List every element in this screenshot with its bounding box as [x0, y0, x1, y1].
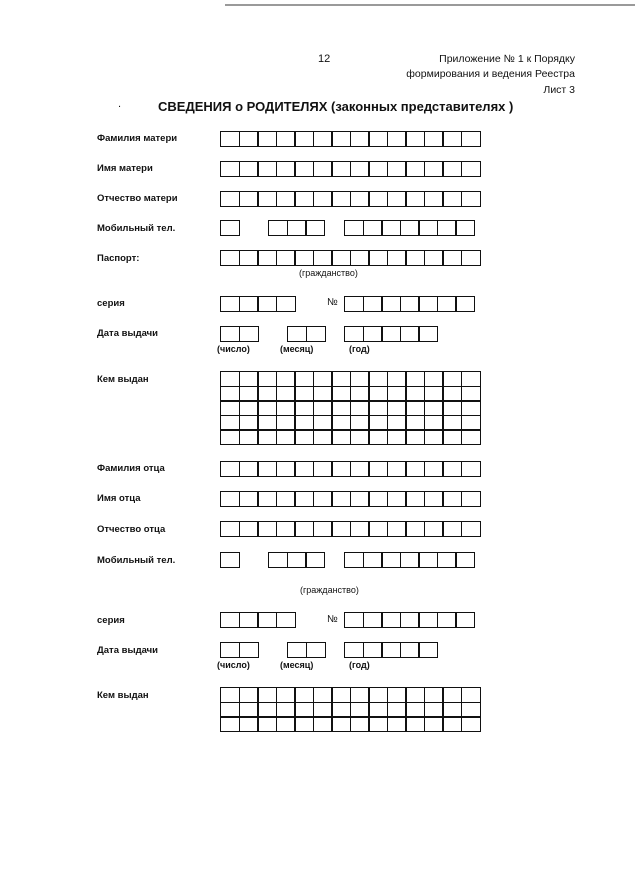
father-series-boxes[interactable]	[220, 612, 296, 628]
mother-number-sign: №	[327, 297, 338, 308]
mother-series-label: серия	[97, 298, 125, 309]
page-number: 12	[318, 53, 331, 65]
char-box[interactable]	[257, 612, 277, 628]
char-box[interactable]	[363, 642, 383, 658]
char-box[interactable]	[287, 326, 307, 342]
char-box[interactable]	[350, 161, 370, 177]
char-box[interactable]	[294, 191, 314, 207]
char-box[interactable]	[368, 161, 388, 177]
mother-citizenship-note: (гражданство)	[299, 268, 358, 278]
char-box[interactable]	[381, 296, 401, 312]
mother-name-boxes[interactable]	[220, 161, 481, 177]
char-box[interactable]	[350, 461, 370, 477]
appendix-line-2: формирования и ведения Реестра	[406, 68, 575, 80]
char-box[interactable]	[276, 429, 296, 445]
char-box[interactable]	[350, 191, 370, 207]
char-box[interactable]	[350, 491, 370, 507]
char-box[interactable]	[257, 429, 277, 445]
father-series-label: серия	[97, 615, 125, 626]
mother-phone-label: Мобильный тел.	[97, 223, 176, 234]
char-box[interactable]	[418, 612, 438, 628]
mother-patronymic-boxes[interactable]	[220, 191, 481, 207]
char-box[interactable]	[344, 220, 364, 236]
father-year-note: (год)	[349, 660, 370, 670]
char-box[interactable]	[257, 716, 277, 732]
char-box[interactable]	[239, 612, 259, 628]
char-box[interactable]	[381, 326, 401, 342]
char-box[interactable]	[276, 612, 296, 628]
char-box[interactable]	[424, 161, 444, 177]
char-box[interactable]	[381, 220, 401, 236]
char-box[interactable]	[461, 429, 481, 445]
char-box[interactable]	[220, 716, 240, 732]
char-box[interactable]	[437, 552, 457, 568]
char-box[interactable]	[387, 429, 407, 445]
char-box[interactable]	[306, 642, 326, 658]
char-box[interactable]	[276, 521, 296, 537]
char-box[interactable]	[442, 491, 462, 507]
char-box[interactable]	[400, 296, 420, 312]
char-box[interactable]	[350, 429, 370, 445]
char-box[interactable]	[257, 461, 277, 477]
char-box[interactable]	[424, 491, 444, 507]
char-box[interactable]	[400, 552, 420, 568]
char-box[interactable]	[239, 642, 259, 658]
mother-phone-prefix-boxes[interactable]	[268, 220, 325, 236]
char-box[interactable]	[331, 716, 351, 732]
char-box[interactable]	[363, 326, 383, 342]
char-box[interactable]	[350, 131, 370, 147]
char-box[interactable]	[220, 552, 240, 568]
char-box[interactable]	[424, 521, 444, 537]
mother-series-boxes[interactable]	[220, 296, 296, 312]
char-box[interactable]	[368, 131, 388, 147]
char-box[interactable]	[455, 612, 475, 628]
char-box[interactable]	[313, 521, 333, 537]
char-box[interactable]	[455, 296, 475, 312]
char-box[interactable]	[257, 296, 277, 312]
father-phone-code-box[interactable]	[220, 552, 240, 568]
char-box[interactable]	[276, 191, 296, 207]
mother-issue-year-boxes[interactable]	[344, 326, 438, 342]
appendix-line-1: Приложение № 1 к Порядку	[439, 53, 575, 65]
char-box[interactable]	[363, 220, 383, 236]
char-box[interactable]	[387, 250, 407, 266]
char-box[interactable]	[368, 191, 388, 207]
char-box[interactable]	[381, 642, 401, 658]
char-box[interactable]	[239, 131, 259, 147]
char-box[interactable]	[387, 461, 407, 477]
char-box[interactable]	[344, 552, 364, 568]
mother-issue-day-boxes[interactable]	[220, 326, 259, 342]
sheet-label: Лист 3	[543, 84, 575, 96]
char-box[interactable]	[424, 429, 444, 445]
char-box[interactable]	[368, 521, 388, 537]
mother-surname-label: Фамилия матери	[97, 133, 178, 144]
father-patronymic-label: Отчество отца	[97, 524, 166, 535]
char-box[interactable]	[276, 491, 296, 507]
char-box[interactable]	[331, 191, 351, 207]
char-box[interactable]	[424, 131, 444, 147]
char-box[interactable]	[239, 161, 259, 177]
char-box[interactable]	[418, 326, 438, 342]
char-box[interactable]	[331, 429, 351, 445]
char-box[interactable]	[239, 250, 259, 266]
mother-day-note: (число)	[217, 344, 250, 354]
mother-citizenship-boxes[interactable]	[220, 250, 481, 266]
char-box[interactable]	[276, 250, 296, 266]
mother-issued-by-label: Кем выдан	[97, 374, 149, 385]
char-box[interactable]	[437, 220, 457, 236]
mother-phone-code-box[interactable]	[220, 220, 240, 236]
char-box[interactable]	[455, 552, 475, 568]
char-box[interactable]	[461, 250, 481, 266]
char-box[interactable]	[461, 161, 481, 177]
char-box[interactable]	[239, 296, 259, 312]
char-box[interactable]	[405, 131, 425, 147]
char-box[interactable]	[268, 220, 288, 236]
char-box[interactable]	[442, 429, 462, 445]
father-name-boxes[interactable]	[220, 491, 481, 507]
char-box[interactable]	[220, 296, 240, 312]
father-day-note: (число)	[217, 660, 250, 670]
char-box[interactable]	[306, 326, 326, 342]
char-box[interactable]	[313, 131, 333, 147]
char-box[interactable]	[313, 250, 333, 266]
char-box[interactable]	[461, 491, 481, 507]
char-box[interactable]	[442, 250, 462, 266]
char-box[interactable]	[257, 131, 277, 147]
char-box[interactable]	[455, 220, 475, 236]
char-box[interactable]	[350, 250, 370, 266]
char-box[interactable]	[276, 131, 296, 147]
char-box[interactable]	[418, 296, 438, 312]
char-box[interactable]	[418, 552, 438, 568]
char-box[interactable]	[405, 161, 425, 177]
char-box[interactable]	[405, 521, 425, 537]
char-box[interactable]	[344, 642, 364, 658]
char-box[interactable]	[276, 716, 296, 732]
char-box[interactable]	[313, 161, 333, 177]
father-issued-by-label: Кем выдан	[97, 690, 149, 701]
char-box[interactable]	[220, 642, 240, 658]
char-box[interactable]	[387, 716, 407, 732]
char-box[interactable]	[461, 461, 481, 477]
char-box[interactable]	[313, 716, 333, 732]
mother-passport-label: Паспорт:	[97, 253, 140, 264]
char-box[interactable]	[331, 521, 351, 537]
char-box[interactable]	[257, 191, 277, 207]
char-box[interactable]	[239, 326, 259, 342]
char-box[interactable]	[405, 429, 425, 445]
father-phone-label: Мобильный тел.	[97, 555, 176, 566]
char-box[interactable]	[287, 220, 307, 236]
char-box[interactable]	[220, 612, 240, 628]
char-box[interactable]	[294, 461, 314, 477]
char-box[interactable]	[220, 131, 240, 147]
char-box[interactable]	[437, 296, 457, 312]
father-phone-prefix-boxes[interactable]	[268, 552, 325, 568]
char-box[interactable]	[424, 716, 444, 732]
mother-name-label: Имя матери	[97, 163, 153, 174]
char-box[interactable]	[239, 521, 259, 537]
father-issue-month-boxes[interactable]	[287, 642, 326, 658]
char-box[interactable]	[387, 491, 407, 507]
char-box[interactable]	[344, 296, 364, 312]
char-box[interactable]	[442, 131, 462, 147]
char-box[interactable]	[331, 250, 351, 266]
char-box[interactable]	[287, 642, 307, 658]
char-box[interactable]	[381, 552, 401, 568]
char-box[interactable]	[257, 491, 277, 507]
char-box[interactable]	[418, 642, 438, 658]
father-citizenship-note: (гражданство)	[300, 585, 359, 595]
char-box[interactable]	[424, 461, 444, 477]
char-box[interactable]	[363, 612, 383, 628]
char-box[interactable]	[276, 296, 296, 312]
mother-issue-date-label: Дата выдачи	[97, 328, 159, 339]
char-box[interactable]	[220, 191, 240, 207]
char-box[interactable]	[344, 612, 364, 628]
char-box[interactable]	[257, 521, 277, 537]
father-passport-number-boxes[interactable]	[344, 612, 475, 628]
char-box[interactable]	[387, 191, 407, 207]
char-box[interactable]	[344, 326, 364, 342]
char-box[interactable]	[381, 612, 401, 628]
char-box[interactable]	[331, 491, 351, 507]
father-issue-year-boxes[interactable]	[344, 642, 438, 658]
char-box[interactable]	[331, 461, 351, 477]
char-box[interactable]	[257, 250, 277, 266]
char-box[interactable]	[405, 191, 425, 207]
char-box[interactable]	[387, 161, 407, 177]
char-box[interactable]	[363, 552, 383, 568]
char-box[interactable]	[313, 461, 333, 477]
char-box[interactable]	[424, 250, 444, 266]
scan-top-line	[225, 4, 635, 6]
char-box[interactable]	[350, 521, 370, 537]
char-box[interactable]	[368, 491, 388, 507]
char-box[interactable]	[313, 429, 333, 445]
char-box[interactable]	[220, 161, 240, 177]
box-row	[220, 718, 481, 733]
mother-year-note: (год)	[349, 344, 370, 354]
mother-issue-month-boxes[interactable]	[287, 326, 326, 342]
char-box[interactable]	[294, 250, 314, 266]
char-box[interactable]	[331, 131, 351, 147]
char-box[interactable]	[220, 491, 240, 507]
father-issue-date-label: Дата выдачи	[97, 645, 159, 656]
char-box[interactable]	[294, 161, 314, 177]
mother-issued-by-grid[interactable]	[220, 371, 481, 445]
char-box[interactable]	[461, 521, 481, 537]
father-number-sign: №	[327, 614, 338, 625]
char-box[interactable]	[313, 491, 333, 507]
char-box[interactable]	[220, 250, 240, 266]
char-box[interactable]	[461, 191, 481, 207]
stray-mark: .	[118, 98, 122, 110]
char-box[interactable]	[400, 326, 420, 342]
father-surname-boxes[interactable]	[220, 461, 481, 477]
char-box[interactable]	[368, 250, 388, 266]
char-box[interactable]	[461, 716, 481, 732]
char-box[interactable]	[461, 131, 481, 147]
father-issue-day-boxes[interactable]	[220, 642, 259, 658]
father-surname-label: Фамилия отца	[97, 463, 165, 474]
char-box[interactable]	[387, 131, 407, 147]
char-box[interactable]	[220, 429, 240, 445]
char-box[interactable]	[368, 429, 388, 445]
father-month-note: (месяц)	[280, 660, 314, 670]
char-box[interactable]	[442, 716, 462, 732]
page-title: СВЕДЕНИЯ о РОДИТЕЛЯХ (законных представителях )	[158, 99, 514, 114]
char-box[interactable]	[400, 220, 420, 236]
char-box[interactable]	[442, 191, 462, 207]
char-box[interactable]	[294, 131, 314, 147]
box-row	[220, 431, 481, 446]
char-box[interactable]	[305, 220, 325, 236]
mother-surname-boxes[interactable]	[220, 131, 481, 147]
char-box[interactable]	[405, 491, 425, 507]
mother-patronymic-label: Отчество матери	[97, 193, 178, 204]
father-issued-by-grid[interactable]	[220, 687, 481, 732]
mother-month-note: (месяц)	[280, 344, 314, 354]
char-box[interactable]	[220, 461, 240, 477]
char-box[interactable]	[276, 161, 296, 177]
char-box[interactable]	[268, 552, 288, 568]
char-box[interactable]	[405, 461, 425, 477]
char-box[interactable]	[387, 521, 407, 537]
father-phone-number-boxes[interactable]	[344, 552, 475, 568]
char-box[interactable]	[220, 521, 240, 537]
char-box[interactable]	[220, 220, 240, 236]
char-box[interactable]	[294, 521, 314, 537]
char-box[interactable]	[442, 521, 462, 537]
mother-passport-number-boxes[interactable]	[344, 296, 475, 312]
char-box[interactable]	[400, 642, 420, 658]
char-box[interactable]	[239, 429, 259, 445]
char-box[interactable]	[424, 191, 444, 207]
char-box[interactable]	[257, 161, 277, 177]
char-box[interactable]	[239, 491, 259, 507]
char-box[interactable]	[276, 461, 296, 477]
mother-phone-number-boxes[interactable]	[344, 220, 475, 236]
char-box[interactable]	[418, 220, 438, 236]
char-box[interactable]	[294, 429, 314, 445]
char-box[interactable]	[294, 491, 314, 507]
char-box[interactable]	[313, 191, 333, 207]
char-box[interactable]	[405, 250, 425, 266]
char-box[interactable]	[350, 716, 370, 732]
char-box[interactable]	[287, 552, 307, 568]
char-box[interactable]	[239, 716, 259, 732]
char-box[interactable]	[405, 716, 425, 732]
char-box[interactable]	[220, 326, 240, 342]
char-box[interactable]	[437, 612, 457, 628]
char-box[interactable]	[442, 461, 462, 477]
char-box[interactable]	[400, 612, 420, 628]
char-box[interactable]	[363, 296, 383, 312]
char-box[interactable]	[294, 716, 314, 732]
father-name-label: Имя отца	[97, 493, 141, 504]
char-box[interactable]	[331, 161, 351, 177]
char-box[interactable]	[239, 191, 259, 207]
char-box[interactable]	[368, 716, 388, 732]
char-box[interactable]	[442, 161, 462, 177]
char-box[interactable]	[368, 461, 388, 477]
father-patronymic-boxes[interactable]	[220, 521, 481, 537]
char-box[interactable]	[305, 552, 325, 568]
char-box[interactable]	[239, 461, 259, 477]
